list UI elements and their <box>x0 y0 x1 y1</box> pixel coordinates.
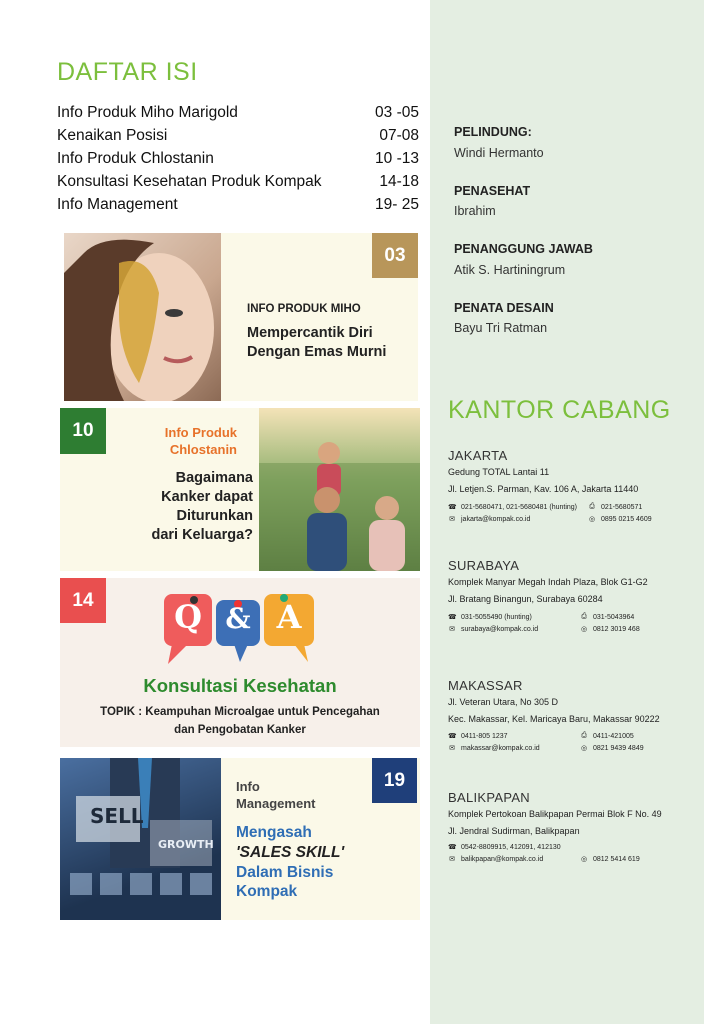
branch-address: Jl. Jendral Sudirman, Balikpapan <box>448 826 580 836</box>
toc-item-pages: 14-18 <box>379 173 419 190</box>
whatsapp-icon: ◎ <box>588 516 596 523</box>
card-kicker: Management <box>236 796 316 811</box>
article-card-chlostanin[interactable] <box>60 408 420 571</box>
article-card-konsultasi[interactable] <box>60 578 420 747</box>
card-headline: Kanker dapat <box>161 489 253 505</box>
family-photo <box>259 408 420 571</box>
branch-email[interactable]: ✉ balikpapan@kompak.co.id <box>449 855 544 863</box>
branch-phone[interactable]: ☎ 031-5055490 (hunting) <box>448 613 532 621</box>
gold-mask-woman-photo <box>64 233 221 401</box>
branch-email[interactable]: ✉ makassar@kompak.co.id <box>449 744 540 752</box>
contributor-name: Windi Hermanto <box>454 146 544 160</box>
branch-fax[interactable]: ⎙ 0411-421005 <box>581 732 634 740</box>
card-headline: dari Keluarga? <box>151 527 253 543</box>
branch-city: BALIKPAPAN <box>448 790 530 805</box>
branch-whatsapp[interactable]: ◎ 0812 5414 619 <box>580 855 640 863</box>
branch-phone[interactable]: ☎ 0411-805 1237 <box>448 732 508 740</box>
contributor-name: Ibrahim <box>454 204 496 218</box>
card-headline: 'SALES SKILL' <box>236 844 345 861</box>
branch-address: Jl. Veteran Utara, No 305 D <box>448 697 559 707</box>
page-badge: 10 <box>60 408 106 454</box>
branch-fax[interactable]: ⎙ 031-5043964 <box>581 613 635 621</box>
email-icon: ✉ <box>449 856 455 863</box>
contributor-role: PENASEHAT <box>454 184 531 198</box>
card-topic: dan Pengobatan Kanker <box>174 724 306 736</box>
branch-address: Komplek Pertokoan Balikpapan Permai Blok F No. 49 <box>448 809 662 819</box>
branch-address: Komplek Manyar Megah Indah Plaza, Blok G1-G2 <box>448 577 648 587</box>
whatsapp-icon: ◎ <box>580 626 588 633</box>
page-badge: 19 <box>372 758 417 803</box>
fax-icon: ⎙ <box>581 732 587 739</box>
qa-a-letter: A <box>276 598 302 636</box>
card-headline: Dalam Bisnis <box>236 864 334 881</box>
toc-item[interactable] <box>57 173 419 196</box>
toc-item-label: Kenaikan Posisi <box>57 127 168 144</box>
whatsapp-icon: ◎ <box>580 856 588 863</box>
fax-icon: ⎙ <box>581 613 587 620</box>
email-icon: ✉ <box>449 626 455 633</box>
photo-sell-label: SELL <box>90 804 144 828</box>
toc-item-label: Konsultasi Kesehatan Produk Kompak <box>57 173 322 190</box>
branch-phone[interactable]: ☎ 0542-8809915, 412091, 412130 <box>448 843 561 851</box>
fax-icon: ⎙ <box>589 503 595 510</box>
toc-item-label: Info Produk Chlostanin <box>57 150 214 167</box>
branch-address: Kec. Makassar, Kel. Maricaya Baru, Makassar 90222 <box>448 714 660 724</box>
toc-item-label: Info Management <box>57 196 178 213</box>
toc-item-label: Info Produk Miho Marigold <box>57 104 238 121</box>
contributor-role: PENANGGUNG JAWAB <box>454 242 593 256</box>
card-headline: Dengan Emas Murni <box>247 344 387 360</box>
card-kicker: Chlostanin <box>169 442 237 457</box>
phone-icon: ☎ <box>448 614 457 621</box>
phone-icon: ☎ <box>448 733 457 740</box>
sales-businessman-photo <box>60 758 221 920</box>
card-headline: Diturunkan <box>176 508 253 524</box>
photo-growth-label: GROWTH <box>158 838 214 851</box>
card-headline: Mengasah <box>236 824 312 841</box>
branch-address: Jl. Letjen.S. Parman, Kav. 106 A, Jakarta 11440 <box>448 484 639 494</box>
toc-item-pages: 07-08 <box>379 127 419 144</box>
card-headline: Mempercantik Diri <box>247 325 373 341</box>
toc-item-pages: 03 -05 <box>375 104 419 121</box>
card-headline: Bagaimana <box>175 470 253 486</box>
qa-q-letter: Q <box>174 598 202 636</box>
kantor-cabang-title: KANTOR CABANG <box>448 396 671 424</box>
branch-address: Gedung TOTAL Lantai 11 <box>448 467 550 477</box>
toc-item[interactable] <box>57 104 419 127</box>
branch-fax[interactable]: ⎙ 021-5680571 <box>589 503 643 511</box>
branch-city: MAKASSAR <box>448 678 523 693</box>
card-topic: TOPIK : Keampuhan Microalgae untuk Pencegahan <box>100 706 380 718</box>
branch-email[interactable]: ✉ surabaya@kompak.co.id <box>449 625 539 633</box>
card-title: Konsultasi Kesehatan <box>143 675 337 696</box>
page-badge: 14 <box>60 578 106 623</box>
branch-city: JAKARTA <box>448 448 508 463</box>
toc-item-pages: 10 -13 <box>375 150 419 167</box>
card-headline: Kompak <box>236 883 298 900</box>
contributor-role: PELINDUNG: <box>454 125 532 139</box>
article-card-miho[interactable] <box>64 233 418 401</box>
email-icon: ✉ <box>449 745 455 752</box>
toc-title: DAFTAR ISI <box>57 58 198 86</box>
contributor-role: PENATA DESAIN <box>454 301 554 315</box>
page-edge <box>704 0 724 1024</box>
branch-email[interactable]: ✉ jakarta@kompak.co.id <box>449 515 531 523</box>
toc-item[interactable] <box>57 196 419 219</box>
toc-item[interactable] <box>57 150 419 173</box>
toc-item[interactable] <box>57 127 419 150</box>
card-kicker: INFO PRODUK MIHO <box>247 303 361 315</box>
branch-whatsapp[interactable]: ◎ 0895 0215 4609 <box>588 515 652 523</box>
phone-icon: ☎ <box>448 504 457 511</box>
branch-address: Jl. Bratang Binangun, Surabaya 60284 <box>448 594 603 604</box>
toc-item-pages: 19- 25 <box>375 196 419 213</box>
branch-phone[interactable]: ☎ 021-5680471, 021-5680481 (hunting) <box>448 503 577 511</box>
branch-city: SURABAYA <box>448 558 520 573</box>
whatsapp-icon: ◎ <box>580 745 588 752</box>
branch-whatsapp[interactable]: ◎ 0812 3019 468 <box>580 625 640 633</box>
qa-bubbles-illustration <box>148 580 331 670</box>
card-kicker: Info Produk <box>164 425 237 440</box>
branch-whatsapp[interactable]: ◎ 0821 9439 4849 <box>580 744 644 752</box>
contributor-name: Atik S. Hartiningrum <box>454 263 566 277</box>
contributor-name: Bayu Tri Ratman <box>454 321 548 335</box>
phone-icon: ☎ <box>448 844 457 851</box>
card-kicker: Info <box>236 779 260 794</box>
qa-and-symbol: & <box>225 602 251 635</box>
article-card-management[interactable] <box>60 758 420 920</box>
page-badge: 03 <box>372 233 418 278</box>
email-icon: ✉ <box>449 516 455 523</box>
